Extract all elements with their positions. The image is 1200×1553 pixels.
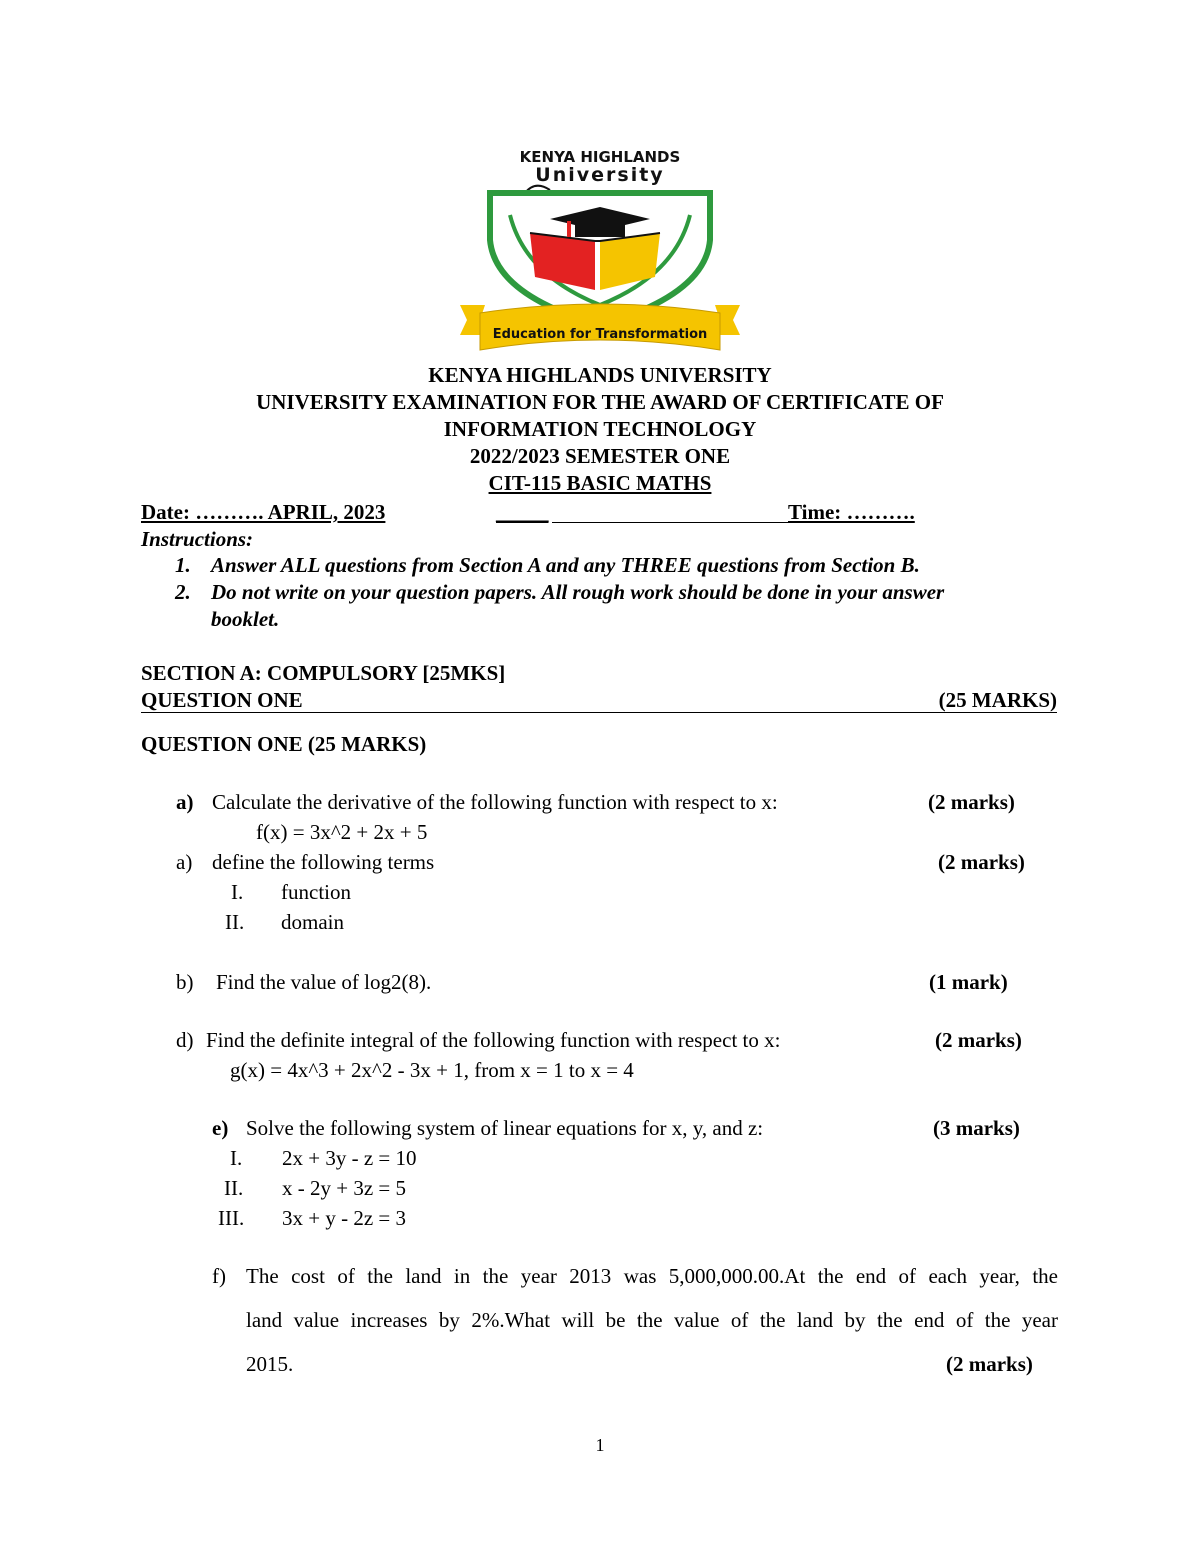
q-a2-item-1-number: I. [231, 880, 244, 904]
q-a2-item-2-text: domain [281, 910, 344, 934]
q-a2-marks: (2 marks) [938, 850, 1025, 874]
q-d-formula: g(x) = 4x^3 + 2x^2 - 3x + 1, from x = 1 to x = 4 [230, 1058, 634, 1082]
q-b-marks: (1 mark) [929, 970, 1008, 994]
logo-top-text: KENYA HIGHLANDS [519, 148, 681, 166]
q-e-eq-1-number: I. [230, 1146, 243, 1170]
q-d-marks: (2 marks) [935, 1028, 1022, 1052]
q-a1-text: Calculate the derivative of the following function with respect to x: [212, 790, 778, 814]
q-e-eq-3-number: III. [218, 1206, 245, 1230]
q-f-line-1: The cost of the land in the year 2013 was 5,000,000.00.At the end of each year, the [246, 1264, 1058, 1288]
question-one-heading: QUESTION ONE (25 MARKS) [141, 732, 427, 756]
q-e-label: e) [212, 1116, 229, 1140]
exam-date: Date: ………. APRIL, 2023 [141, 500, 386, 524]
header-programme: INFORMATION TECHNOLOGY [443, 417, 757, 441]
header-exam-title: UNIVERSITY EXAMINATION FOR THE AWARD OF CERTIFICATE OF [256, 390, 944, 414]
q-e-eq-2: x - 2y + 3z = 5 [282, 1176, 407, 1200]
q-d-text: Find the definite integral of the following function with respect to x: [206, 1028, 781, 1052]
q-a2-text: define the following terms [212, 850, 435, 874]
q-a2-label: a) [176, 850, 193, 874]
date-time-gap: _____ [496, 500, 549, 524]
q-a2-item-2-number: II. [225, 910, 245, 934]
header-course: CIT-115 BASIC MATHS [488, 471, 712, 495]
instruction-1-text: Answer ALL questions from Section A and any THREE questions from Section B. [211, 553, 920, 577]
university-logo [455, 145, 745, 355]
q-a1-marks: (2 marks) [928, 790, 1015, 814]
q-f-marks: (2 marks) [946, 1352, 1033, 1376]
q-e-eq-3: 3x + y - 2z = 3 [282, 1206, 407, 1230]
header-university: KENYA HIGHLANDS UNIVERSITY [428, 363, 772, 387]
q-f-line-2: land value increases by 2%.What will be the value of the land by the end of the year [246, 1308, 1058, 1332]
q-b-text: Find the value of log2(8). [216, 970, 432, 994]
logo-motto: Education for Transformation [492, 327, 708, 342]
question-one-bar [141, 688, 1057, 713]
instruction-2-continuation: booklet. [211, 607, 280, 631]
q-b-label: b) [176, 970, 194, 994]
date-time-rule [552, 522, 788, 523]
header-semester: 2022/2023 SEMESTER ONE [469, 444, 731, 468]
q-f-line-3: 2015. [246, 1352, 294, 1376]
q-d-label: d) [176, 1028, 194, 1052]
q-a1-label: a) [176, 790, 194, 814]
instruction-2-number: 2. [175, 580, 191, 604]
q-a1-formula: f(x) = 3x^2 + 2x + 5 [256, 820, 428, 844]
question-one-left: QUESTION ONE [141, 688, 303, 712]
exam-time: Time: ………. [788, 500, 915, 524]
q-e-eq-2-number: II. [224, 1176, 244, 1200]
q-e-text: Solve the following system of linear equations for x, y, and z: [246, 1116, 764, 1140]
q-e-marks: (3 marks) [933, 1116, 1020, 1140]
logo-university-text: University [535, 164, 665, 186]
instruction-1-number: 1. [175, 553, 191, 577]
question-one-marks: (25 MARKS) [938, 688, 1057, 712]
q-e-eq-1: 2x + 3y - z = 10 [282, 1146, 417, 1170]
section-a-title: SECTION A: COMPULSORY [25MKS] [141, 661, 506, 685]
q-f-label: f) [212, 1264, 226, 1288]
instructions-label: Instructions: [141, 527, 254, 551]
instruction-2-text: Do not write on your question papers. All rough work should be done in your answer [211, 580, 945, 604]
q-a2-item-1-text: function [281, 880, 351, 904]
page-number: 1 [595, 1435, 605, 1455]
